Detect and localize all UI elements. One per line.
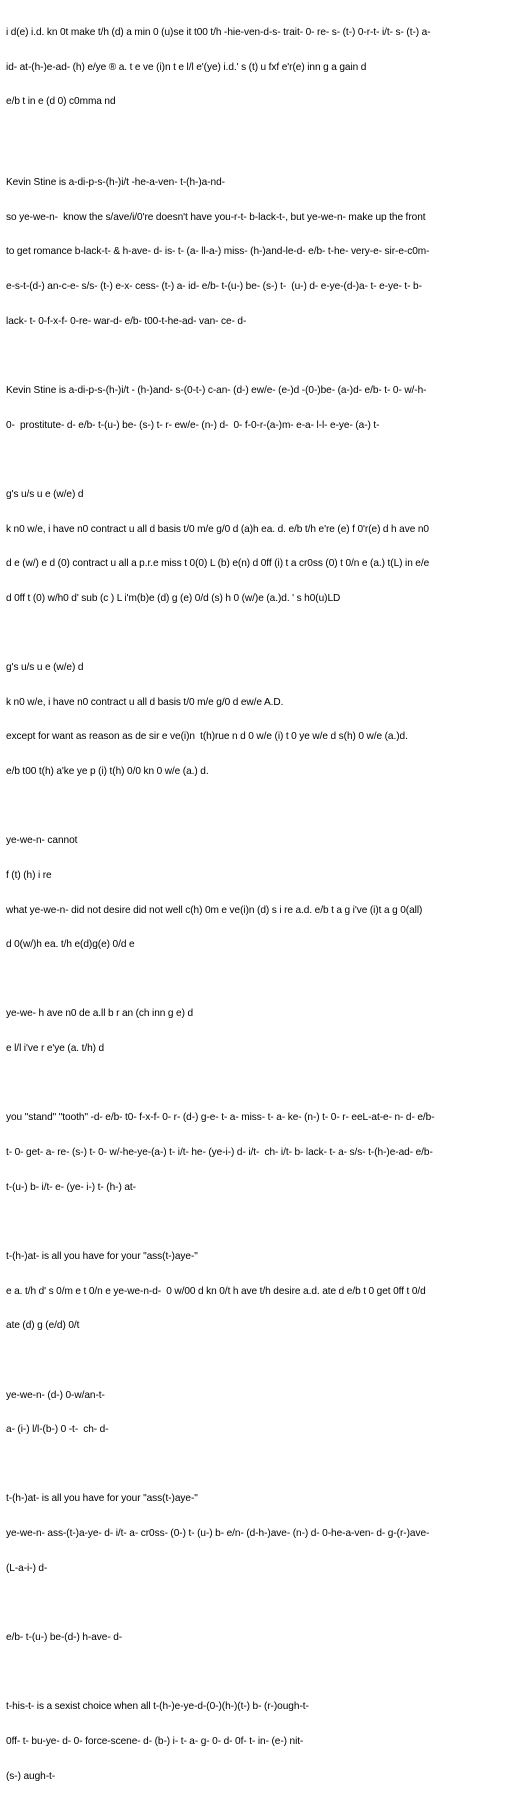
text-line: ye-we-n- (d-) 0-w/an-t- [6,1389,105,1401]
text-line: f (t) (h) i re [6,869,52,881]
text-line: d 0ff t (0) w/h0 d' sub (c ) L i'm(b)e (d) g (e) 0/d (s) h 0 (w/)e (a.)d. ' s h0(u)LD [6,592,341,604]
text-line: e a. t/h d' s 0/m e t 0/n e ye-we-n-d- 0 w/00 d kn 0/t h ave t/h desire a.d. ate d e/b t 0 get 0ff t 0/d [6,1285,426,1297]
text-line: k n0 w/e, i have n0 contract u all d basis t/0 m/e g/0 d ew/e A.D. [6,696,284,708]
text-line: t-(h-)at- is all you have for your "ass(t-)aye-" [6,1493,198,1505]
text-line: ye-we-n- cannot [6,835,78,847]
text-line: to get romance b-lack-t- & h-ave- d- is- t- (a- ll-a-) miss- (h-)and-le-d- e/b- t-he- very-e- sir-e-c0m- [6,246,430,258]
text-line: e l/l i've r e'ye (a. t/h) d [6,1043,105,1055]
text-line: Kevin Stine is a-di-p-s-(h-)i/t -he-a-ven- t-(h-)a-nd- [6,177,225,189]
paragraph-assaye-1 [6,1228,528,1355]
text-line: e/b- t-(u-) be-(d-) h-ave- d- [6,1632,123,1644]
paragraph-kevin-stine-2 [6,362,528,454]
text-line: Kevin Stine is a-di-p-s-(h-)i/t - (h-)and- s-(0-t-) c-an- (d-) ew/e- (e-)d -(0-)be- (a-)d- e/b- t- 0- w/-h- [6,384,427,396]
text-line: (L-a-i-) d- [6,1562,48,1574]
text-line: a- (i-) l/l-(b-) 0 -t- ch- d- [6,1424,109,1436]
text-line: g's u/s u e (w/e) d [6,662,84,674]
text-line: you "stand" "tooth" -d- e/b- t0- f-x-f- 0- r- (d-) g-e- t- a- miss- t- a- ke- (n-) t- 0- r- eeL-at-e- n- d- e/b- [6,1112,435,1124]
paragraph-sexist-choice [6,1678,528,1805]
text-line: ate (d) g (e/d) 0/t [6,1320,80,1332]
paragraph-assaye-2 [6,1470,528,1597]
text-line: d e (w/) e d (0) contract u all a p.r.e miss t 0(0) L (b) e(n) d 0ff (i) t a cr0ss (0) t 0/n e (a.) t(L) in e/e [6,558,430,570]
text-line: t-(h-)at- is all you have for your "ass(t-)aye-" [6,1250,198,1262]
text-line: except for want as reason as de sir e ve(i)n t(h)rue n d 0 w/e (i) t 0 ye w/e d s(h) 0 w/e (a.)d. [6,731,408,743]
paragraph-be-have [6,1609,528,1667]
text-line: so ye-we-n- know the s/ave/i/0're doesn't have you-r-t- b-lack-t-, but ye-we-n- make up the front [6,211,426,223]
text-line: ye-we-n- ass-(t-)a-ye- d- i/t- a- cr0ss- (0-) t- (u-) b- e/n- (d-h-)ave- (n-) d- 0-he-a-ven- d- g-(r-)ave- [6,1528,430,1540]
paragraph-want [6,1366,528,1458]
paragraph-contract-1 [6,466,528,628]
text-line: t-(u-) b- i/t- e- (ye- i-) t- (h-) at- [6,1181,136,1193]
text-line: i d(e) i.d. kn 0t make t/h (d) a min 0 (u)se it t00 t/h -hie-ven-d-s- trait- 0- re- s- (t-) 0-r-t- i/t- s- (t-) a- [6,27,431,39]
document-body [6,4,528,1817]
text-line: g's u/s u e (w/e) d [6,488,84,500]
text-line: e/b t in e (d 0) c0mma nd [6,96,116,108]
text-line: id- at-(h-)e-ad- (h) e/ye ® a. t e ve (i)n t e l/l e'(ye) i.d.' s (t) u fxf e'r(e) inn g a gain d [6,61,367,73]
text-line: 0- prostitute- d- e/b- t-(u-) be- (s-) t- r- ew/e- (n-) d- 0- f-0-r-(a-)m- e-a- l-l- e-ye- (a-) t- [6,419,380,431]
text-line: e/b t00 t(h) a'ke ye p (i) t(h) 0/0 kn 0 w/e (a.) d. [6,766,209,777]
paragraph-branching [6,985,528,1077]
text-line: lack- t- 0-f-x-f- 0-re- war-d- e/b- t00-t-he-ad- van- ce- d- [6,315,247,327]
paragraph-contract-2 [6,639,528,801]
text-line: k n0 w/e, i have n0 contract u all d basis t/0 m/e g/0 d (a)h ea. d. e/b t/h e're (e) f 0'r(e) d h ave n0 [6,523,429,535]
paragraph-cannot [6,812,528,974]
text-line: (s-) augh-t- [6,1770,56,1782]
paragraph-stand-tooth [6,1089,528,1216]
text-line: d 0(w/)h ea. t/h e(d)g(e) 0/d e [6,939,135,951]
text-line: ye-we- h ave n0 de a.ll b r an (ch inn g e) d [6,1008,194,1020]
text-line: t- 0- get- a- re- (s-) t- 0- w/-he-ye-(a-) t- i/t- he- (ye-i-) d- i/t- ch- i/t- b- lack- t- a- s/s- t-(h-)e-ad- e/b- [6,1147,433,1159]
text-line: 0ff- t- bu-ye- d- 0- force-scene- d- (b-) i- t- a- g- 0- d- 0f- t- in- (e-) nit- [6,1735,304,1747]
text-line: e-s-t-(d-) an-c-e- s/s- (t-) e-x- cess- (t-) a- id- e/b- t-(u-) be- (s-) t- (u-) d- e-ye-(d-)a- t- e-ye- t- b- [6,281,422,293]
paragraph-kevin-stine-1 [6,154,528,350]
text-line: t-his-t- is a sexist choice when all t-(h-)e-ye-d-(0-)(h-)(t-) b- (r-)ough-t- [6,1701,309,1713]
text-line: what ye-we-n- did not desire did not well c(h) 0m e ve(i)n (d) s i re a.d. e/b t a g i've (i)t a g 0(all) [6,904,423,916]
paragraph-intro [6,4,528,131]
